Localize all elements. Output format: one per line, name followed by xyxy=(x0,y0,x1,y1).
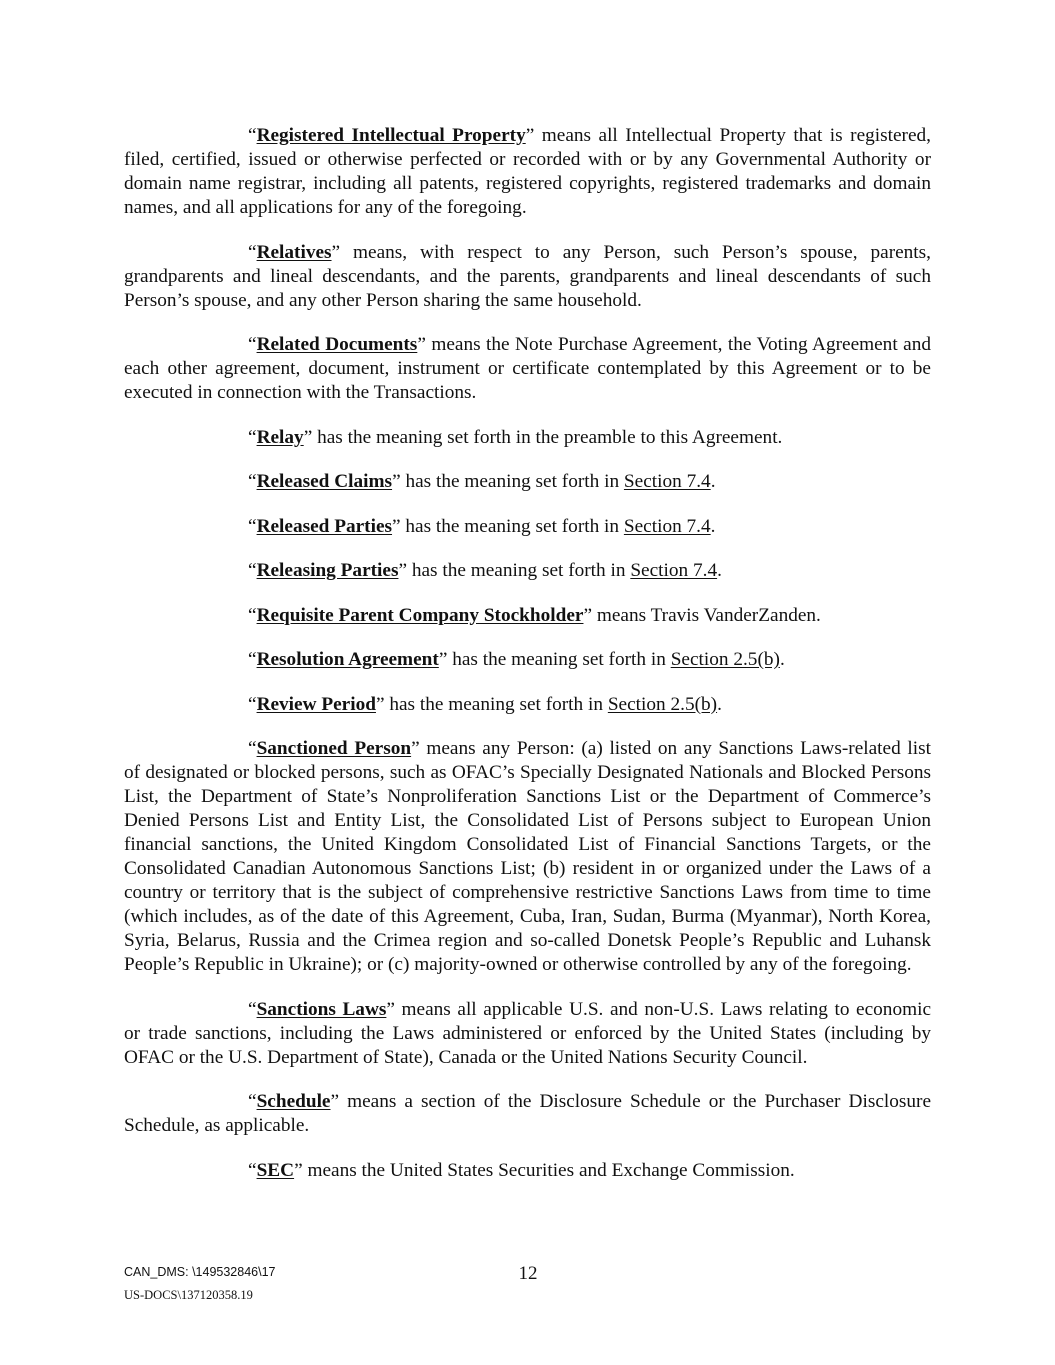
defined-term: Review Period xyxy=(256,693,376,715)
defined-term: Relatives xyxy=(256,241,332,263)
definition-releasing-parties: “Releasing Parties” has the meaning set forth in Section 7.4. xyxy=(248,560,722,581)
definition-text: ” has the meaning set forth in xyxy=(438,649,671,670)
definition-sanctioned-person: “Sanctioned Person” means any Person: (a) listed on any Sanctions Laws-related list of designated or blocked persons, such as OFAC’s Specially Designated Nationals and Blocked Persons List, the Department of State’s Nonproliferation Sanctions List or the Department of Commerce’s Denied Persons List and Entity List, the Consolidated List of Persons subject to European Union financial sanctions, the United Kingdom Consolidated List of Financial Sanctions Targets, or the Consolidated Canadian Autonomous Sanctions List; (b) resident in or organized under the Laws of a country or territory that is the subject of comprehensive restrictive Sanctions Laws from time to time (which includes, as of the date of this Agreement, Cuba, Iran, Sudan, Burma (Myanmar), North Korea, Syria, Belarus, Russia and the Crimea region and so-called Donetsk People’s Republic and Luhansk People’s Republic in Ukraine); or (c) majority-owned or otherwise controlled by any of the foregoing. xyxy=(124,738,931,975)
defined-term: Schedule xyxy=(256,1091,331,1112)
definition-sec: “SEC” means the United States Securities and Exchange Commission. xyxy=(248,1159,795,1181)
section-reference-link[interactable]: Section 7.4 xyxy=(623,471,711,492)
definition-registered-intellectual-property: “Registered Intellectual Property” means all Intellectual Property that is registered, filed, certified, issued or otherwise perfected or recorded with or by any Governmental Authority or domain name registrar, including all patents, registered copyrights, registered trademarks and domain names, and all applications for any of the foregoing. xyxy=(124,125,931,218)
definition-text: ” means all Intellectual Property that is registered, filed, certified, issued or otherwise perfected or recorded with or by any Governmental Authority or domain name registrar, including all patents, registered copyrights, registered trademarks and domain names, and all applications for any of the foregoing. xyxy=(124,125,931,218)
definition-end: . xyxy=(779,649,785,670)
defined-term: Registered Intellectual Property xyxy=(256,125,526,146)
defined-term: Sanctioned Person xyxy=(256,738,412,759)
page-number: 12 xyxy=(518,1263,538,1284)
defined-term: Released Parties xyxy=(256,515,393,537)
definition-end: . xyxy=(710,515,716,537)
definition-relatives: “Relatives” means, with respect to any Person, such Person’s spouse, parents, grandparents and lineal descendants, and the parents, grandparents and lineal descendants of such Person’s spouse, and any other Person sharing the same household. xyxy=(124,241,931,311)
defined-term: Requisite Parent Company Stockholder xyxy=(256,604,584,626)
definition-text: ” means a section of the Disclosure Schedule or the Purchaser Disclosure Schedule, as applicable. xyxy=(124,1091,931,1136)
section-reference-link[interactable]: Section 7.4 xyxy=(623,515,711,537)
definition-released-claims: “Released Claims” has the meaning set forth in Section 7.4. xyxy=(248,471,716,492)
definition-sanctions-laws: “Sanctions Laws” means all applicable U.S. and non-U.S. Laws relating to economic or trade sanctions, including the Laws administered or enforced by the United States (including by OFAC or the U.S. Department of State), Canada or the United Nations Security Council. xyxy=(124,998,932,1068)
definition-requisite-parent-company-stockholder: “Requisite Parent Company Stockholder” means Travis VanderZanden. xyxy=(248,604,821,626)
footer-document-id: CAN_DMS: \149532846\17 xyxy=(124,1265,276,1279)
definition-text: ” means the Note Purchase Agreement, the Voting Agreement and each other agreement, document, instrument or certificate contemplated by this Agreement or to be executed in connection with the Transactions. xyxy=(124,334,931,403)
definition-text: ” has the meaning set forth in xyxy=(398,560,631,581)
definition-end: . xyxy=(710,471,716,492)
definition-text: ” has the meaning set forth in xyxy=(375,693,608,715)
section-reference-link[interactable]: Section 7.4 xyxy=(630,560,718,581)
definition-end: . xyxy=(717,693,722,715)
definition-text: ” has the meaning set forth in xyxy=(392,471,624,492)
definition-text: ” means, with respect to any Person, such Person’s spouse, parents, grandparents and lineal descendants, and the parents, grandparents and lineal descendants of such Person’s spouse, and any other Person sharing the same household. xyxy=(124,241,931,311)
section-reference-link[interactable]: Section 2.5(b) xyxy=(670,649,780,670)
defined-term: Resolution Agreement xyxy=(256,649,439,670)
definitions-section xyxy=(124,124,931,1203)
definition-resolution-agreement: “Resolution Agreement” has the meaning set forth in Section 2.5(b). xyxy=(248,649,785,670)
definition-related-documents: “Related Documents” means the Note Purchase Agreement, the Voting Agreement and each other agreement, document, instrument or certificate contemplated by this Agreement or to be executed in connection with the Transactions. xyxy=(124,334,931,403)
section-reference-link[interactable]: Section 2.5(b) xyxy=(607,693,718,715)
definition-end: . xyxy=(717,560,722,581)
definition-text: ” means Travis VanderZanden. xyxy=(583,604,821,626)
defined-term: Related Documents xyxy=(256,334,418,355)
definition-text: ” has the meaning set forth in xyxy=(392,515,624,537)
definition-text: ” means any Person: (a) listed on any Sanctions Laws-related list of designated or blocked persons, such as OFAC’s Specially Designated Nationals and Blocked Persons List, the Department of State’s Nonproliferation Sanctions List or the Department of Commerce’s Denied Persons List and Entity List, the Consolidated List of Persons subject to European Union financial sanctions, the United Kingdom Consolidated List of Financial Sanctions Targets, or the Consolidated Canadian Autonomous Sanctions List; (b) resident in or organized under the Laws of a country or territory that is the subject of comprehensive restrictive Sanctions Laws from time to time (which includes, as of the date of this Agreement, Cuba, Iran, Sudan, Burma (Myanmar), North Korea, Syria, Belarus, Russia and the Crimea region and so-called Donetsk People’s Republic and Luhansk People’s Republic in Ukraine); or (c) majority-owned or otherwise controlled by any of the foregoing. xyxy=(124,738,931,975)
definition-schedule: “Schedule” means a section of the Disclosure Schedule or the Purchaser Disclosure Schedule, as applicable. xyxy=(124,1091,931,1136)
definition-relay: “Relay” has the meaning set forth in the preamble to this Agreement. xyxy=(248,426,783,448)
defined-term: Released Claims xyxy=(256,471,393,492)
definition-text: ” means the United States Securities and Exchange Commission. xyxy=(294,1159,795,1181)
defined-term: Sanctions Laws xyxy=(256,998,387,1020)
definition-released-parties: “Released Parties” has the meaning set forth in Section 7.4. xyxy=(248,515,716,537)
definition-text: ” means all applicable U.S. and non-U.S. Laws relating to economic or trade sanctions, including the Laws administered or enforced by the United States (including by OFAC or the U.S. Department of State), Canada or the United Nations Security Council. xyxy=(124,998,932,1068)
defined-term: Releasing Parties xyxy=(256,560,399,581)
defined-term: SEC xyxy=(256,1159,295,1181)
definition-text: ” has the meaning set forth in the preamble to this Agreement. xyxy=(303,426,783,448)
definition-review-period: “Review Period” has the meaning set forth in Section 2.5(b). xyxy=(248,693,722,715)
defined-term: Relay xyxy=(256,426,304,448)
footer-document-id-secondary: US-DOCS\137120358.19 xyxy=(124,1288,253,1302)
